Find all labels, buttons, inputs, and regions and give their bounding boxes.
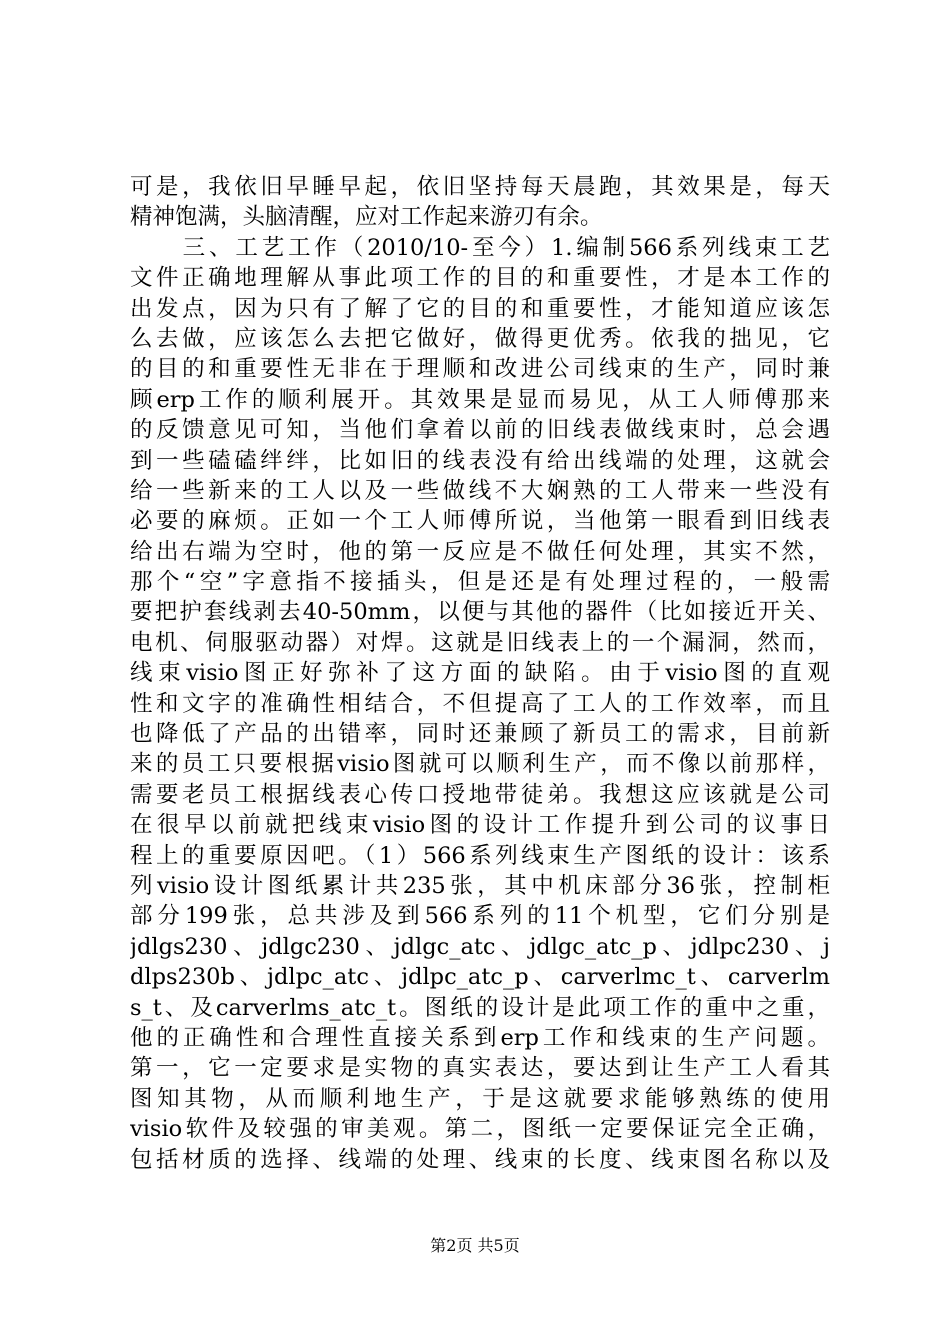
text-line: 必要的麻烦。正如一个工人师傅所说，当他第一眼看到旧线表: [130, 508, 830, 535]
text-line: 需要老员工根据线表心传口授地带徒弟。我想这应该就是公司: [130, 781, 830, 808]
text-line: 给一些新来的工人以及一些做线不大娴熟的工人带来一些没有: [130, 477, 830, 504]
text-line: 那个“空”字意指不接插头，但是还是有处理过程的，一般需: [130, 569, 830, 596]
text-line: 在很早以前就把线束visio图的设计工作提升到公司的议事日: [130, 812, 830, 839]
text-line: 第一，它一定要求是实物的真实表达，要达到让生产工人看其: [130, 1055, 830, 1082]
text-line: 来的员工只要根据visio图就可以顺利生产，而不像以前那样，: [130, 751, 830, 778]
text-line: 部分199张，总共涉及到566系列的11个机型，它们分别是: [130, 903, 830, 930]
text-line: 的目的和重要性无非在于理顺和改进公司线束的生产，同时兼: [130, 356, 830, 383]
text-line: jdlgs230、jdlgc230、jdlgc_atc、jdlgc_atc_p、jdlpc230、j: [130, 933, 830, 960]
text-line: 给出右端为空时，他的第一反应是不做任何处理，其实不然，: [130, 538, 830, 565]
text-line: 性和文字的准确性相结合，不但提高了工人的工作效率，而且: [130, 690, 830, 717]
text-line: 包括材质的选择、线端的处理、线束的长度、线束图名称以及: [130, 1146, 830, 1173]
text-line: 也降低了产品的出错率，同时还兼顾了新员工的需求，目前新: [130, 721, 830, 748]
text-line: 程上的重要原因吧。（1）566系列线束生产图纸的设计：该系: [130, 842, 830, 869]
text-line: 可是，我依旧早睡早起，依旧坚持每天晨跑，其效果是，每天: [130, 174, 830, 200]
text-line: 文件正确地理解从事此项工作的目的和重要性，才是本工作的: [130, 265, 830, 292]
text-line: 三、工艺工作（2010/10-至今）1.编制566系列线束工艺: [130, 234, 830, 261]
body-text: [130, 172, 830, 1175]
text-line: s_t、及carverlms_atc_t。图纸的设计是此项工作的重中之重，: [130, 994, 830, 1021]
text-line: 出发点，因为只有了解了它的目的和重要性，才能知道应该怎: [130, 295, 830, 322]
text-line: visio软件及较强的审美观。第二，图纸一定要保证完全正确，: [130, 1116, 830, 1143]
text-line: 列visio设计图纸累计共235张，其中机床部分36张，控制柜: [130, 872, 830, 899]
text-line: 顾erp工作的顺利展开。其效果是显而易见，从工人师傅那来: [130, 386, 830, 413]
text-line: 么去做，应该怎么去把它做好，做得更优秀。依我的拙见，它: [130, 325, 830, 352]
text-line: dlps230b、jdlpc_atc、jdlpc_atc_p、carverlmc_t、carverlm: [130, 964, 830, 991]
text-line: 他的正确性和合理性直接关系到erp工作和线束的生产问题。: [130, 1024, 830, 1051]
text-line: 的反馈意见可知，当他们拿着以前的旧线表做线束时，总会遇: [130, 417, 830, 444]
text-line: 图知其物，从而顺利地生产，于是这就要求能够熟练的使用: [130, 1085, 830, 1112]
text-line: 到一些磕磕绊绊，比如旧的线表没有给出线端的处理，这就会: [130, 447, 830, 474]
page-footer: 第2页 共5页: [430, 1236, 520, 1255]
text-line: 要把护套线剥去40-50mm，以便与其他的器件（比如接近开关、: [130, 599, 830, 626]
text-line: 电机、伺服驱动器）对焊。这就是旧线表上的一个漏洞，然而，: [130, 629, 830, 656]
text-line: 精神饱满，头脑清醒，应对工作起来游刃有余。: [130, 204, 603, 231]
text-line: 线束visio图正好弥补了这方面的缺陷。由于visio图的直观: [130, 660, 830, 687]
